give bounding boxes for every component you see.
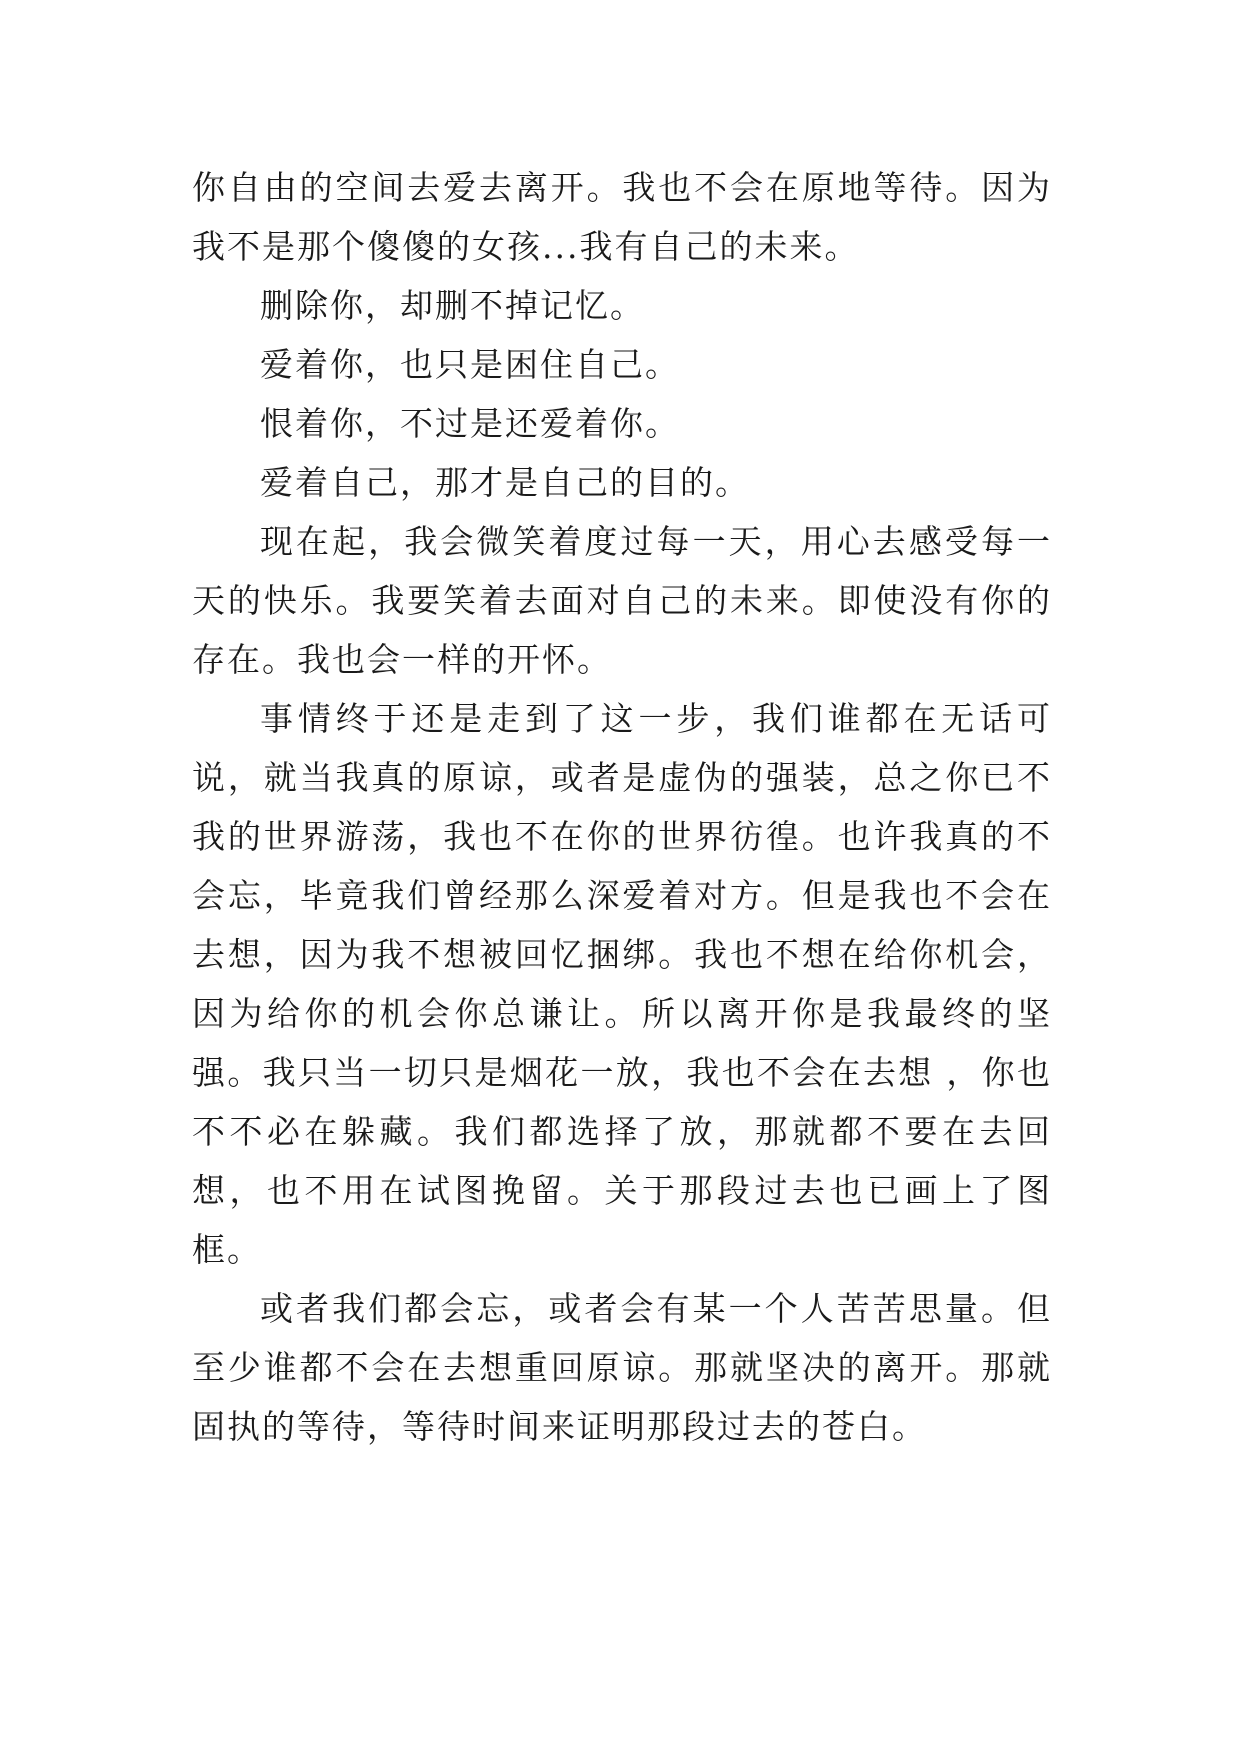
document-body [192,158,1052,1456]
paragraph-1: 你自由的空间去爱去离开。我也不会在原地等待。因为我不是那个傻傻的女孩...我有自己的未来。 [192,168,1052,266]
paragraph-8: 或者我们都会忘，或者会有某一个人苦苦思量。但至少谁都不会在去想重回原谅。那就坚决的离开。那就固执的等待，等待时间来证明那段过去的苍白。 [192,1289,1052,1446]
paragraph-2: 删除你，却删不掉记忆。 [260,286,645,325]
paragraph-4: 恨着你，不过是还爱着你。 [260,404,680,443]
paragraph-6: 现在起，我会微笑着度过每一天，用心去感受每一天的快乐。我要笑着去面对自己的未来。即使没有你的存在。我也会一样的开怀。 [192,522,1052,679]
paragraph-3: 爱着你，也只是困住自己。 [260,345,680,384]
paragraph-5: 爱着自己，那才是自己的目的。 [260,463,750,502]
paragraph-7: 事情终于还是走到了这一步，我们谁都在无话可说，就当我真的原谅，或者是虚伪的强装，总之你已不我的世界游荡，我也不在你的世界彷徨。也许我真的不会忘，毕竟我们曾经那么深爱着对方。但是我也不会在去想，因为我不想被回忆捆绑。我也不想在给你机会，因为给你的机会你总谦让。所以离开你是我最终的坚强。我只当一切只是烟花一放，我也不会在去想 ，你也不不必在躲藏。我们都选择了放，那就都不要在去回想，也不用在试图挽留。关于那段过去也已画上了图框。 [192,699,1052,1269]
